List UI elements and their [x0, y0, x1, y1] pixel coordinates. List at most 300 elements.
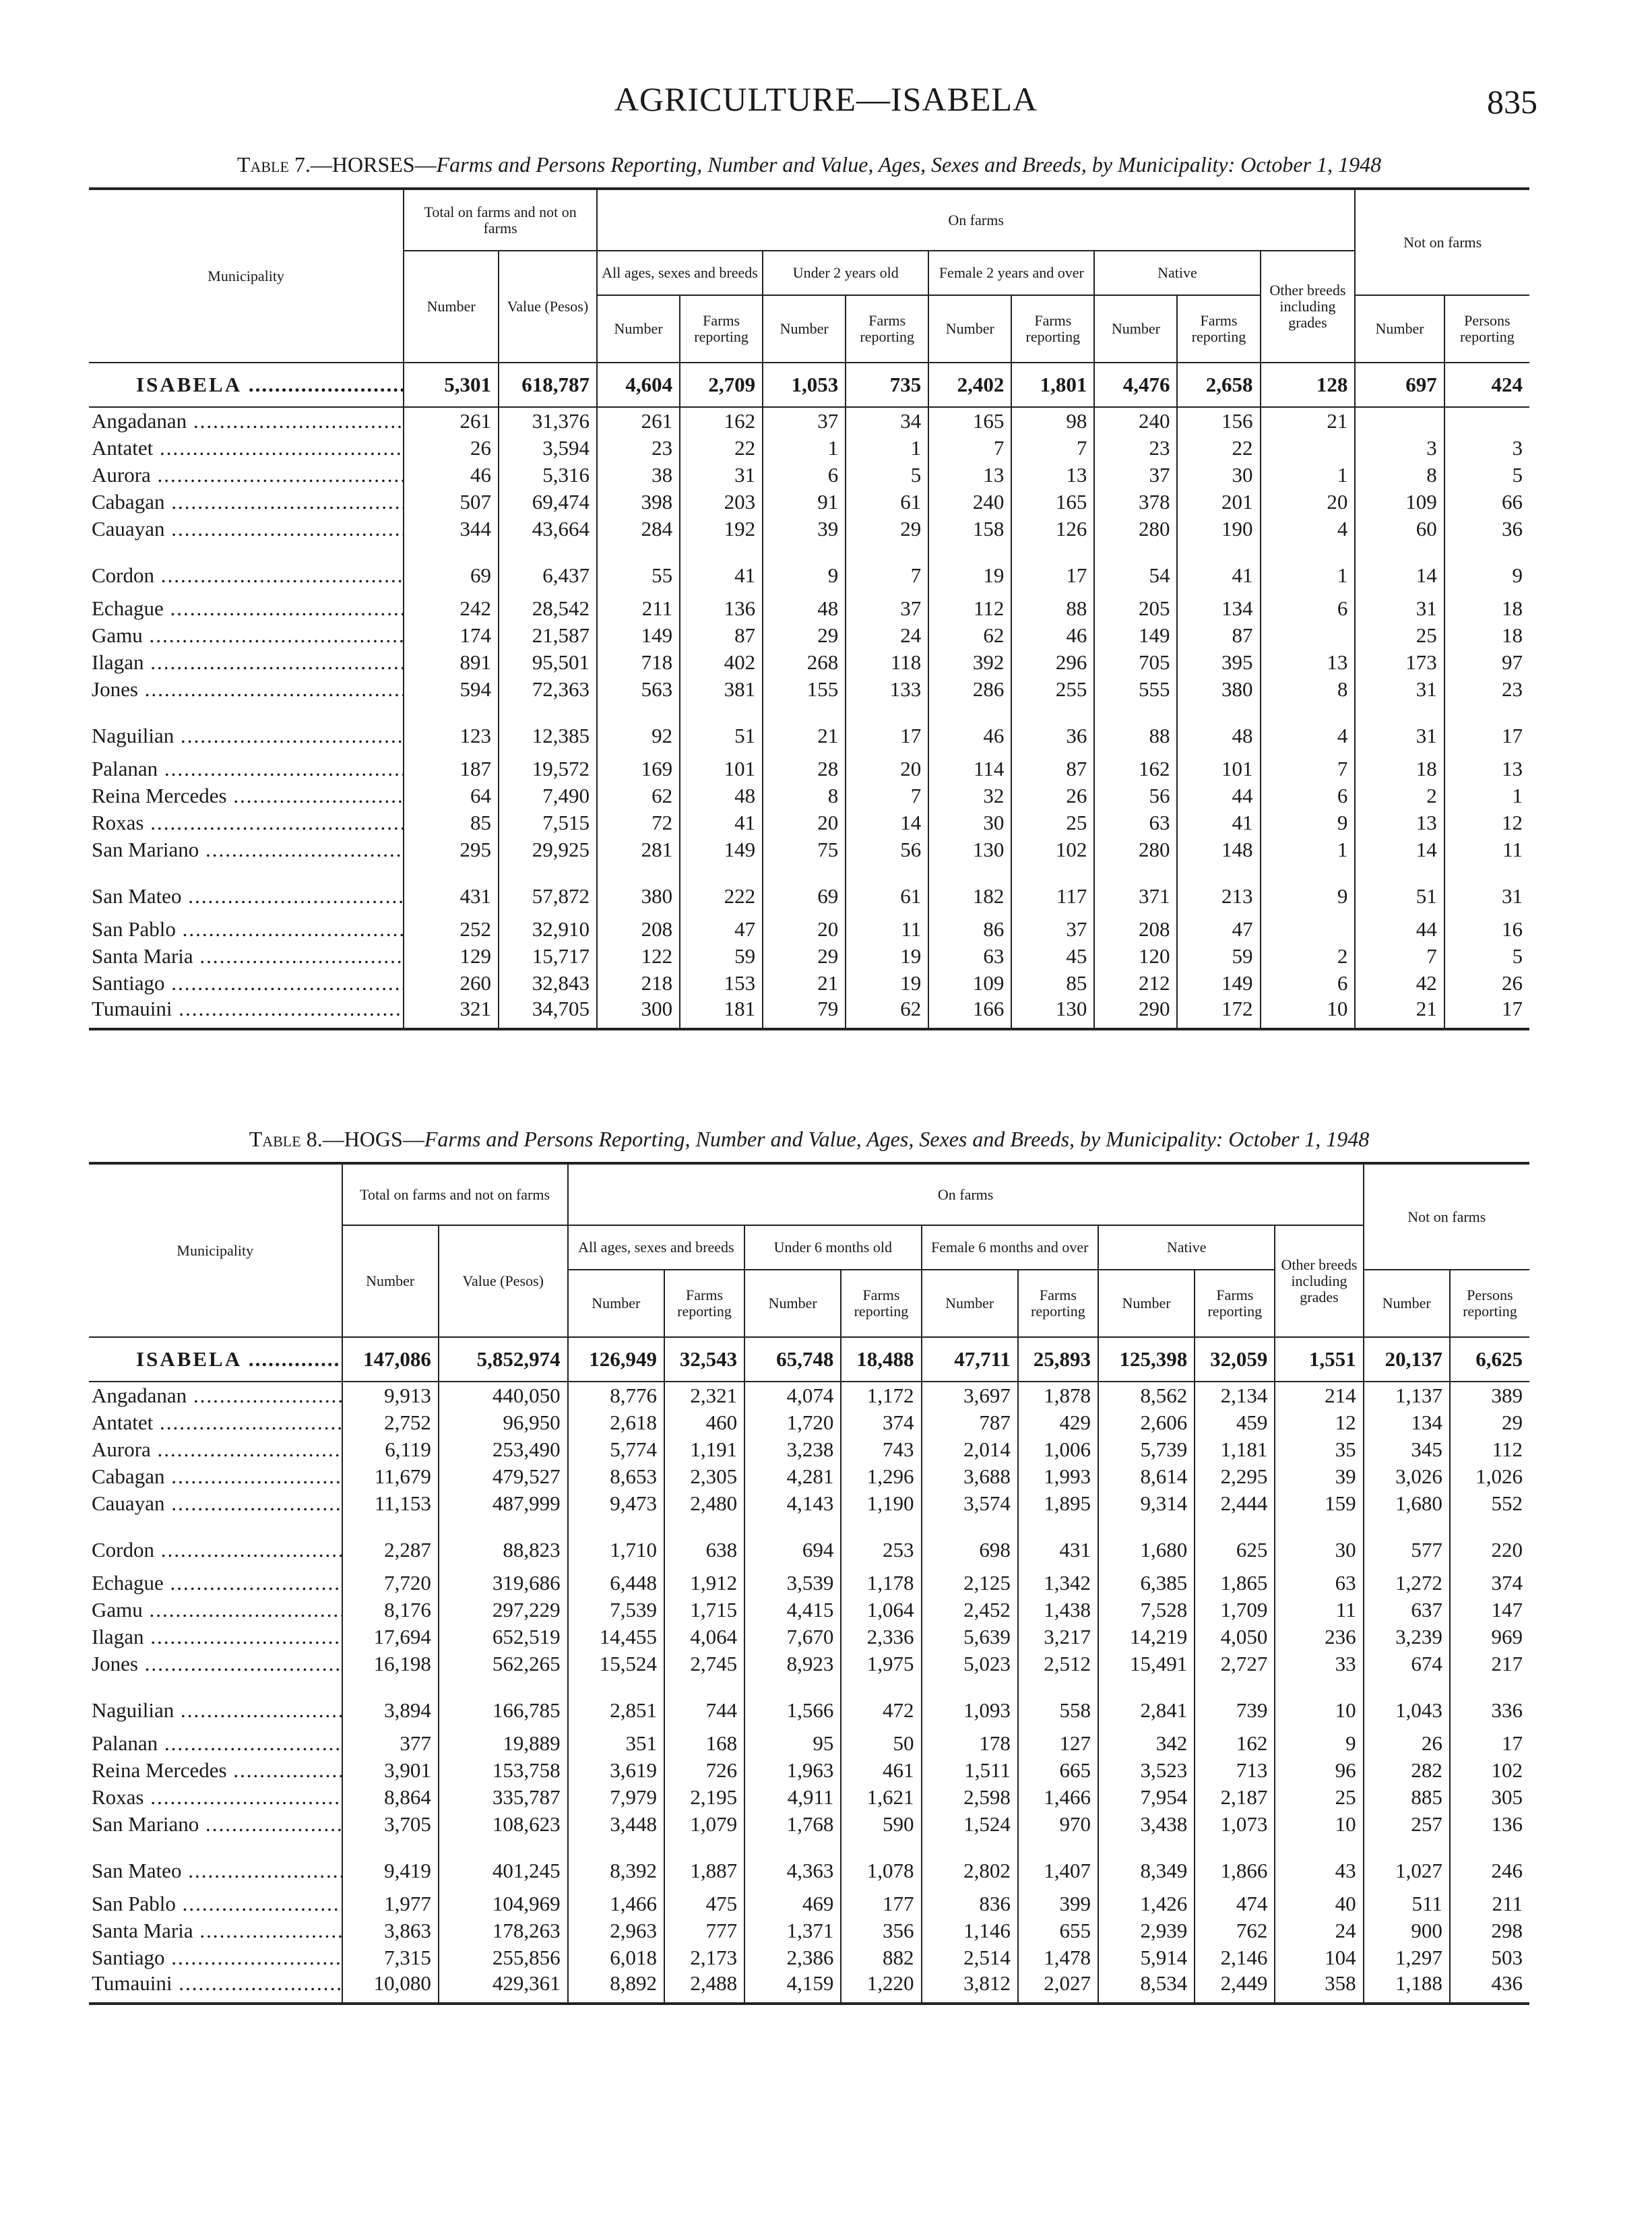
value-cell: 6,437 [499, 543, 597, 595]
value-cell: 6 [763, 462, 846, 489]
header-persons-reporting: Persons reporting [1450, 1270, 1529, 1337]
value-cell: 19,572 [499, 755, 597, 782]
value-cell: 3,539 [744, 1570, 841, 1597]
header-number: Number [1094, 295, 1177, 363]
value-cell: 8 [1355, 462, 1444, 489]
value-cell: 1,895 [1018, 1490, 1098, 1517]
value-cell: 1,524 [922, 1811, 1018, 1838]
value-cell: 9,314 [1098, 1490, 1195, 1517]
value-cell: 8,534 [1098, 1971, 1195, 2004]
value-cell: 2 [1355, 782, 1444, 809]
value-cell: 705 [1094, 649, 1177, 676]
value-cell: 16 [1444, 916, 1529, 943]
value-cell: 2,841 [1098, 1677, 1195, 1730]
value-cell: 101 [680, 755, 763, 782]
municipality-cell: Palanan ..... [89, 755, 404, 782]
value-cell: 114 [928, 755, 1011, 782]
value-cell: 351 [568, 1730, 664, 1757]
header-farms-reporting: Farms reporting [841, 1270, 921, 1337]
header-native: Native [1094, 251, 1260, 295]
value-cell: 674 [1364, 1650, 1450, 1677]
value-cell: 128 [1261, 363, 1356, 407]
value-cell: 1,006 [1018, 1436, 1098, 1463]
value-cell: 284 [597, 516, 680, 543]
value-cell: 1,993 [1018, 1463, 1098, 1490]
value-cell: 7,528 [1098, 1597, 1195, 1624]
value-cell: 5 [1444, 462, 1529, 489]
total-row [89, 1337, 1529, 1382]
value-cell: 3 [1444, 435, 1529, 462]
value-cell: 211 [1450, 1890, 1529, 1917]
value-cell: 20 [763, 916, 846, 943]
value-cell: 24 [1275, 1917, 1363, 1944]
value-cell: 7 [846, 782, 928, 809]
value-cell: 2,514 [922, 1944, 1018, 1971]
value-cell: 4,064 [664, 1624, 744, 1650]
value-cell: 62 [597, 782, 680, 809]
value-cell: 1,865 [1195, 1570, 1275, 1597]
value-cell: 7 [928, 435, 1011, 462]
value-cell: 1,710 [568, 1517, 664, 1570]
value-cell: 37 [763, 407, 846, 435]
value-cell: 54 [1094, 543, 1177, 595]
value-cell: 9,913 [342, 1382, 439, 1409]
value-cell [1444, 407, 1529, 435]
value-cell: 29 [1450, 1409, 1529, 1436]
header-under: Under 2 years old [763, 251, 928, 295]
value-cell: 253 [841, 1517, 921, 1570]
value-cell: 43,664 [499, 516, 597, 543]
value-cell: 1,342 [1018, 1570, 1098, 1597]
value-cell: 7,515 [499, 809, 597, 836]
value-cell: 55 [597, 543, 680, 595]
municipality-cell: Gamu ..... [89, 622, 404, 649]
value-cell: 13 [1444, 755, 1529, 782]
municipality-cell: Roxas ..... [89, 809, 404, 836]
value-cell: 32 [928, 782, 1011, 809]
value-cell: 25 [1275, 1784, 1363, 1811]
value-cell: 126,949 [568, 1337, 664, 1382]
value-cell: 4,476 [1094, 363, 1177, 407]
page-number: 835 [1487, 83, 1537, 121]
value-cell: 891 [404, 649, 499, 676]
value-cell: 125,398 [1098, 1337, 1195, 1382]
value-cell: 1 [1261, 543, 1356, 595]
table-row [89, 1890, 1529, 1917]
header-farms-reporting: Farms reporting [680, 295, 763, 363]
value-cell: 211 [597, 595, 680, 622]
value-cell: 36 [1011, 703, 1094, 755]
header-native: Native [1098, 1225, 1275, 1270]
value-cell: 190 [1177, 516, 1260, 543]
value-cell: 6,625 [1450, 1337, 1529, 1382]
table-row [89, 649, 1529, 676]
value-cell: 970 [1018, 1811, 1098, 1838]
value-cell: 7,670 [744, 1624, 841, 1650]
header-number: Number [928, 295, 1011, 363]
municipality-cell: Naguilian ..... [89, 703, 404, 755]
header-all-ages: All ages, sexes and breeds [568, 1225, 744, 1270]
table-row [89, 755, 1529, 782]
value-cell: 3,574 [922, 1490, 1018, 1517]
value-cell: 72 [597, 809, 680, 836]
value-cell: 10 [1275, 1677, 1363, 1730]
value-cell: 41 [680, 543, 763, 595]
value-cell: 57,872 [499, 863, 597, 916]
value-cell: 3,523 [1098, 1757, 1195, 1784]
value-cell: 1,466 [1018, 1784, 1098, 1811]
value-cell: 240 [1094, 407, 1177, 435]
value-cell: 2,402 [928, 363, 1011, 407]
value-cell: 698 [922, 1517, 1018, 1570]
value-cell: 296 [1011, 649, 1094, 676]
value-cell: 374 [1450, 1570, 1529, 1597]
value-cell: 1,912 [664, 1570, 744, 1597]
value-cell: 32,910 [499, 916, 597, 943]
value-cell: 17 [1450, 1730, 1529, 1757]
municipality-cell: Reina Mercedes ..... [89, 782, 404, 809]
value-cell: 1,621 [841, 1784, 921, 1811]
value-cell: 459 [1195, 1409, 1275, 1436]
value-cell: 25,893 [1018, 1337, 1098, 1382]
value-cell: 1 [1261, 462, 1356, 489]
value-cell: 21 [1261, 407, 1356, 435]
value-cell: 2,939 [1098, 1917, 1195, 1944]
value-cell: 46 [404, 462, 499, 489]
value-cell: 120 [1094, 943, 1177, 970]
value-cell: 19,889 [439, 1730, 568, 1757]
value-cell: 61 [846, 863, 928, 916]
value-cell: 17 [1444, 997, 1529, 1029]
value-cell: 1,079 [664, 1811, 744, 1838]
value-cell: 3,238 [744, 1436, 841, 1463]
value-cell: 44 [1177, 782, 1260, 809]
value-cell: 2,321 [664, 1382, 744, 1409]
value-cell: 41 [1177, 543, 1260, 595]
value-cell: 655 [1018, 1917, 1098, 1944]
table-row [89, 809, 1529, 836]
value-cell: 1,297 [1364, 1944, 1450, 1971]
value-cell: 11 [1275, 1597, 1363, 1624]
value-cell: 29 [763, 943, 846, 970]
value-cell: 10 [1261, 997, 1356, 1029]
value-cell: 168 [664, 1730, 744, 1757]
value-cell: 7 [1355, 943, 1444, 970]
value-cell: 380 [597, 863, 680, 916]
table-row [89, 489, 1529, 516]
value-cell: 127 [1018, 1730, 1098, 1757]
value-cell: 213 [1177, 863, 1260, 916]
value-cell: 112 [928, 595, 1011, 622]
value-cell: 1,026 [1450, 1463, 1529, 1490]
municipality-cell: Cauayan ..... [89, 1490, 342, 1517]
value-cell: 2,134 [1195, 1382, 1275, 1409]
value-cell: 295 [404, 836, 499, 863]
table-row [89, 970, 1529, 997]
value-cell: 208 [1094, 916, 1177, 943]
value-cell: 1,272 [1364, 1570, 1450, 1597]
value-cell: 6 [1261, 782, 1356, 809]
value-cell: 2,125 [922, 1570, 1018, 1597]
value-cell: 3,438 [1098, 1811, 1195, 1838]
value-cell: 1,027 [1364, 1838, 1450, 1890]
value-cell: 37 [1094, 462, 1177, 489]
value-cell: 32,059 [1195, 1337, 1275, 1382]
value-cell: 8,776 [568, 1382, 664, 1409]
value-cell: 336 [1450, 1677, 1529, 1730]
value-cell: 208 [597, 916, 680, 943]
municipality-cell: Cauayan ..... [89, 516, 404, 543]
municipality-cell: Cabagan ..... [89, 1463, 342, 1490]
value-cell: 4,281 [744, 1463, 841, 1490]
value-cell: 8 [763, 782, 846, 809]
value-cell: 885 [1364, 1784, 1450, 1811]
value-cell: 389 [1450, 1382, 1529, 1409]
value-cell [1261, 622, 1356, 649]
value-cell: 182 [928, 863, 1011, 916]
value-cell: 461 [841, 1757, 921, 1784]
value-cell: 158 [928, 516, 1011, 543]
value-cell: 3 [1355, 435, 1444, 462]
value-cell: 1,866 [1195, 1838, 1275, 1890]
value-cell: 1 [846, 435, 928, 462]
value-cell: 10 [1275, 1811, 1363, 1838]
value-cell: 398 [597, 489, 680, 516]
value-cell: 1,178 [841, 1570, 921, 1597]
page-header [0, 80, 1652, 133]
value-cell: 18,488 [841, 1337, 921, 1382]
header-on-farms: On farms [597, 189, 1355, 251]
value-cell: 5,316 [499, 462, 597, 489]
value-cell: 102 [1011, 836, 1094, 863]
value-cell: 11 [1444, 836, 1529, 863]
value-cell: 697 [1355, 363, 1444, 407]
table-row [89, 462, 1529, 489]
municipality-cell: Santa Maria ..... [89, 1917, 342, 1944]
value-cell: 8,562 [1098, 1382, 1195, 1409]
value-cell: 694 [744, 1517, 841, 1570]
value-cell: 149 [680, 836, 763, 863]
value-cell: 4,050 [1195, 1624, 1275, 1650]
table-8-subtitle: Farms and Persons Reporting, Number and Value, Ages, Sexes and Breeds, by Municipality: October 1, 1948 [424, 1127, 1370, 1151]
value-cell: 130 [928, 836, 1011, 863]
value-cell: 594 [404, 676, 499, 703]
header-municipality: Municipality [89, 1163, 342, 1337]
value-cell: 172 [1177, 997, 1260, 1029]
value-cell: 10,080 [342, 1971, 439, 2004]
header-number: Number [763, 295, 846, 363]
value-cell: 4,159 [744, 1971, 841, 2004]
table-row [89, 622, 1529, 649]
table-7-subtitle: Farms and Persons Reporting, Number and Value, Ages, Sexes and Breeds, by Municipality: October 1, 1948 [436, 152, 1382, 177]
value-cell: 20 [846, 755, 928, 782]
value-cell: 13 [928, 462, 1011, 489]
value-cell: 1,680 [1098, 1517, 1195, 1570]
value-cell: 102 [1450, 1757, 1529, 1784]
value-cell: 32,543 [664, 1337, 744, 1382]
value-cell: 96 [1275, 1757, 1363, 1784]
table-8-grid [89, 1162, 1529, 2005]
value-cell: 112 [1450, 1436, 1529, 1463]
value-cell: 1,878 [1018, 1382, 1098, 1409]
value-cell: 298 [1450, 1917, 1529, 1944]
value-cell: 6,385 [1098, 1570, 1195, 1597]
value-cell: 9 [1444, 543, 1529, 595]
value-cell: 474 [1195, 1890, 1275, 1917]
value-cell: 65,748 [744, 1337, 841, 1382]
header-municipality: Municipality [89, 189, 404, 363]
value-cell: 39 [1275, 1463, 1363, 1490]
value-cell: 31 [1355, 595, 1444, 622]
value-cell: 212 [1094, 970, 1177, 997]
value-cell: 8,864 [342, 1784, 439, 1811]
value-cell: 3,705 [342, 1811, 439, 1838]
value-cell: 29 [846, 516, 928, 543]
value-cell: 479,527 [439, 1463, 568, 1490]
municipality-cell: Gamu ..... [89, 1597, 342, 1624]
value-cell: 487,999 [439, 1490, 568, 1517]
value-cell: 75 [763, 836, 846, 863]
municipality-cell: Ilagan ..... [89, 649, 404, 676]
value-cell: 3,026 [1364, 1463, 1450, 1490]
value-cell: 9 [1275, 1730, 1363, 1757]
value-cell: 47 [680, 916, 763, 943]
value-cell: 252 [404, 916, 499, 943]
table-7-label: Table 7.—HORSES— [236, 152, 437, 177]
header-farms-reporting: Farms reporting [1011, 295, 1094, 363]
table-row [89, 1971, 1529, 2004]
value-cell: 19 [846, 943, 928, 970]
header-not-on-farms: Not on farms [1364, 1163, 1529, 1270]
value-cell: 39 [763, 516, 846, 543]
value-cell: 2,173 [664, 1944, 744, 1971]
value-cell: 13 [1355, 809, 1444, 836]
value-cell: 8,392 [568, 1838, 664, 1890]
value-cell: 86 [928, 916, 1011, 943]
municipality-cell: Aurora ..... [89, 462, 404, 489]
value-cell: 118 [846, 649, 928, 676]
table-row [89, 1624, 1529, 1650]
value-cell: 37 [846, 595, 928, 622]
value-cell: 460 [664, 1409, 744, 1436]
value-cell: 1,566 [744, 1677, 841, 1730]
value-cell: 7,315 [342, 1944, 439, 1971]
total-row [89, 363, 1529, 407]
value-cell: 87 [680, 622, 763, 649]
value-cell: 431 [1018, 1517, 1098, 1570]
value-cell: 12 [1275, 1409, 1363, 1436]
value-cell: 35 [1275, 1436, 1363, 1463]
value-cell: 2,146 [1195, 1944, 1275, 1971]
header-other-breeds: Other breeds including grades [1261, 251, 1356, 363]
value-cell: 21,587 [499, 622, 597, 649]
municipality-cell: San Pablo ..... [89, 1890, 342, 1917]
value-cell: 5,739 [1098, 1436, 1195, 1463]
value-cell: 1,963 [744, 1757, 841, 1784]
municipality-cell: Roxas ..... [89, 1784, 342, 1811]
value-cell: 969 [1450, 1624, 1529, 1650]
value-cell: 91 [763, 489, 846, 516]
value-cell: 577 [1364, 1517, 1450, 1570]
value-cell: 1,551 [1275, 1337, 1363, 1382]
value-cell: 192 [680, 516, 763, 543]
value-cell: 95,501 [499, 649, 597, 676]
value-cell: 735 [846, 363, 928, 407]
value-cell: 4 [1261, 516, 1356, 543]
value-cell: 62 [846, 997, 928, 1029]
value-cell: 1,466 [568, 1890, 664, 1917]
value-cell: 14,219 [1098, 1624, 1195, 1650]
header-not-on-farms: Not on farms [1355, 189, 1529, 295]
value-cell: 1,191 [664, 1436, 744, 1463]
municipality-cell: Santiago ..... [89, 1944, 342, 1971]
value-cell: 429 [1018, 1409, 1098, 1436]
header-farms-reporting: Farms reporting [1177, 295, 1260, 363]
value-cell: 162 [1094, 755, 1177, 782]
value-cell: 63 [928, 943, 1011, 970]
municipality-cell: San Mateo ..... [89, 1838, 342, 1890]
table-7-horses [89, 150, 1529, 1030]
value-cell: 9,473 [568, 1490, 664, 1517]
value-cell: 109 [928, 970, 1011, 997]
value-cell: 1,426 [1098, 1890, 1195, 1917]
value-cell: 25 [1011, 809, 1094, 836]
value-cell: 147,086 [342, 1337, 439, 1382]
value-cell: 13 [1261, 649, 1356, 676]
value-cell: 4,415 [744, 1597, 841, 1624]
value-cell: 743 [841, 1436, 921, 1463]
value-cell: 424 [1444, 363, 1529, 407]
municipality-cell: Cordon ..... [89, 1517, 342, 1570]
value-cell: 255,856 [439, 1944, 568, 1971]
table-row [89, 1490, 1529, 1517]
table-7-caption [89, 150, 1529, 179]
header-on-farms: On farms [568, 1163, 1364, 1225]
municipality-cell: Aurora ..... [89, 1436, 342, 1463]
value-cell: 297,229 [439, 1597, 568, 1624]
value-cell: 261 [597, 407, 680, 435]
value-cell: 321 [404, 997, 499, 1029]
value-cell: 469 [744, 1890, 841, 1917]
value-cell: 2,802 [922, 1838, 1018, 1890]
value-cell: 30 [1177, 462, 1260, 489]
value-cell: 20 [1261, 489, 1356, 516]
value-cell: 21 [1355, 997, 1444, 1029]
header-number: Number [568, 1270, 664, 1337]
value-cell: 1,053 [763, 363, 846, 407]
value-cell: 7 [846, 543, 928, 595]
value-cell: 162 [680, 407, 763, 435]
value-cell: 18 [1444, 622, 1529, 649]
value-cell: 69 [763, 863, 846, 916]
table-row [89, 1436, 1529, 1463]
value-cell: 8,614 [1098, 1463, 1195, 1490]
value-cell: 335,787 [439, 1784, 568, 1811]
value-cell: 24 [846, 622, 928, 649]
table-row [89, 1517, 1529, 1570]
value-cell: 50 [841, 1730, 921, 1757]
value-cell: 79 [763, 997, 846, 1029]
value-cell: 342 [1098, 1730, 1195, 1757]
value-cell: 3,448 [568, 1811, 664, 1838]
municipality-cell: Antatet ..... [89, 1409, 342, 1436]
value-cell: 56 [846, 836, 928, 863]
value-cell: 59 [1177, 943, 1260, 970]
value-cell: 2,658 [1177, 363, 1260, 407]
value-cell: 34,705 [499, 997, 597, 1029]
header-total-value: Value (Pesos) [439, 1225, 568, 1337]
value-cell: 46 [1011, 622, 1094, 649]
